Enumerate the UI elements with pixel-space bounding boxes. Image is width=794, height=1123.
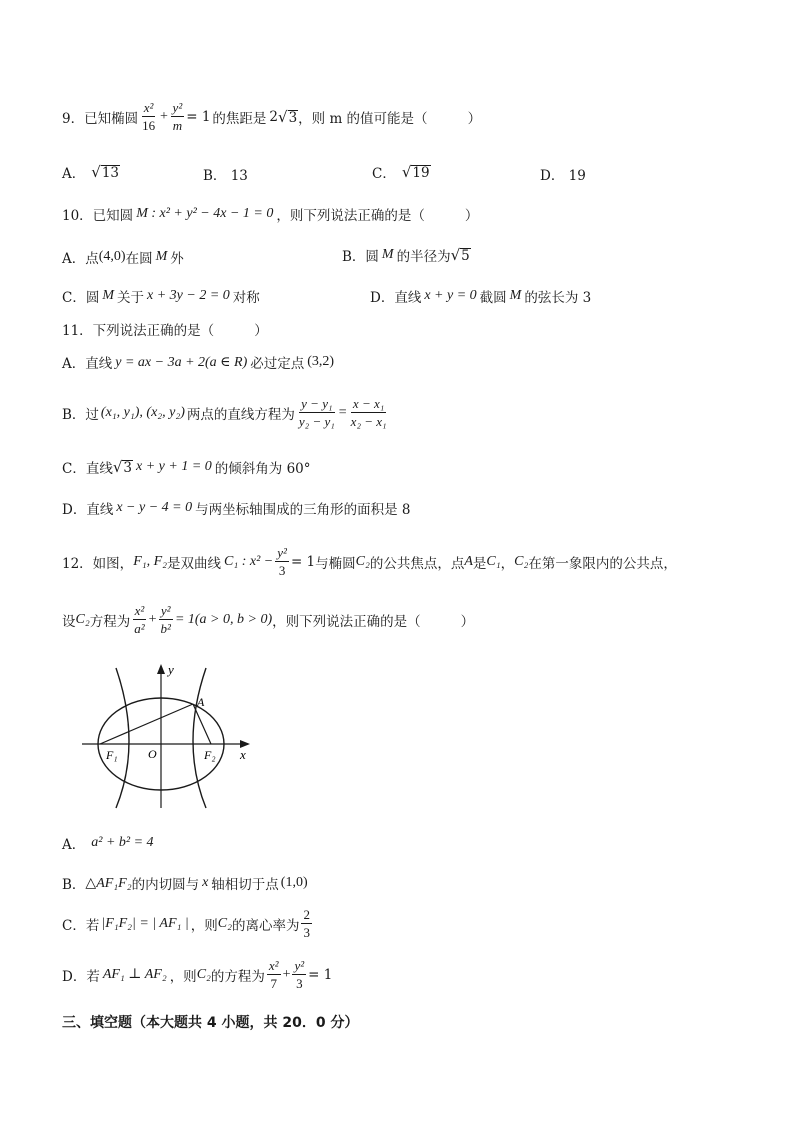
q11-option-b: B．过 (x₁, y₁), (x₂, y₂) 两点的直线方程为 $\frac{\text{y − y₁}}{\text{y₂ − y₁}}$ = $\frac{\text{x − x₁}}{\text{x₂ − x₁}}$ [62,396,387,429]
hyperbola-left-branch [116,668,129,808]
q9-option-d: D． 19 [540,168,586,184]
q11-option-d: D．直线 x − y − 4 = 0 与两坐标轴围成的三角形的面积是 8 [62,500,411,518]
f2-label: F₂ [204,748,216,762]
q12-stem-line2: 设 C₂ 方程为 $\frac{\text{x²}}{\text{a²}}$ + $\frac{\text{y²}}{\text{b²}}$ = 1(a > 0, b > 0) ，则下列说法正确的是（ ） [62,603,475,636]
q10-option-a: A．点 (4,0) 在圆 M 外 [62,249,184,267]
y-axis-arrow [157,664,165,674]
sqrt: √ 3 [278,107,298,126]
fraction: $\frac{\text{x²}}{16}$ [142,100,156,133]
q9-stem: 9．已知椭圆 $\frac{\text{x²}}{16}$ + $\frac{\text{y²}}{m}$ = 1 的焦距是 2 √ 3 ，则 m 的值可能是（ ） [62,100,482,133]
q12-stem: 12．如图， F₁, F₂ 是双曲线 C₁ : x² − $\frac{\text{y²}}{3}$ = 1 与椭圆 C₂ 的公共焦点，点 A 是 C₁ ， C₂ 在第一象限内的公共点， [62,545,677,578]
section-heading-fill-in: 三、填空题（本大题共 4 小题，共 20．0 分） [62,1015,359,1031]
q11-option-a: A．直线 y = ax − 3a + 2(a ∈ R) 必过定点 (3,2) [62,354,335,372]
hyperbola-right-branch [193,668,206,808]
fraction: $\frac{\text{y²}}{m}$ [172,100,183,133]
x-axis-label: x [240,747,246,762]
q12-option-d: D．若 AF₁ ⊥ AF₂ ，则 C₂ 的方程为 $\frac{\text{x²}}{7}$ + $\frac{\text{y²}}{3}$ = 1 [62,958,333,991]
hyperbola-ellipse-figure [80,658,260,810]
y-axis-label: y [168,662,174,677]
q10-option-d: D．直线 x + y = 0 截圆 M 的弦长为 3 [370,288,592,306]
q10-option-c: C．圆 M 关于 x + 3y − 2 = 0 对称 [62,288,260,306]
segment-af1 [100,704,193,744]
q9-option-a: A． √ 13 [62,163,119,182]
q11-option-c: C．直线 √ 3 x + y + 1 = 0 的倾斜角为 60° [62,458,311,477]
origin-label: O [148,747,157,761]
f1-label: F₁ [106,748,118,762]
q10-stem: 10．已知圆 M : x² + y² − 4x − 1 = 0 ，则下列说法正确的是（ ） [62,206,479,224]
segment-af2 [193,704,211,744]
point-a-label: A [197,695,205,709]
q9-option-b: B． 13 [203,168,248,184]
q12-option-c: C．若 |F₁F₂| = | AF₁ | ，则 C₂ 的离心率为 $\frac{2}{3}$ [62,907,310,940]
q11-stem: 11．下列说法正确的是（ ） [62,323,268,339]
q9-option-c: C． √ 19 [372,163,430,182]
q10-option-b: B．圆 M 的半径为 √ 5 [342,246,470,265]
q12-option-b: B． △AF₁F₂ 的内切圆与 x 轴相切于点 (1,0) [62,875,308,893]
q12-option-a: A． a² + b² = 4 [62,835,154,853]
